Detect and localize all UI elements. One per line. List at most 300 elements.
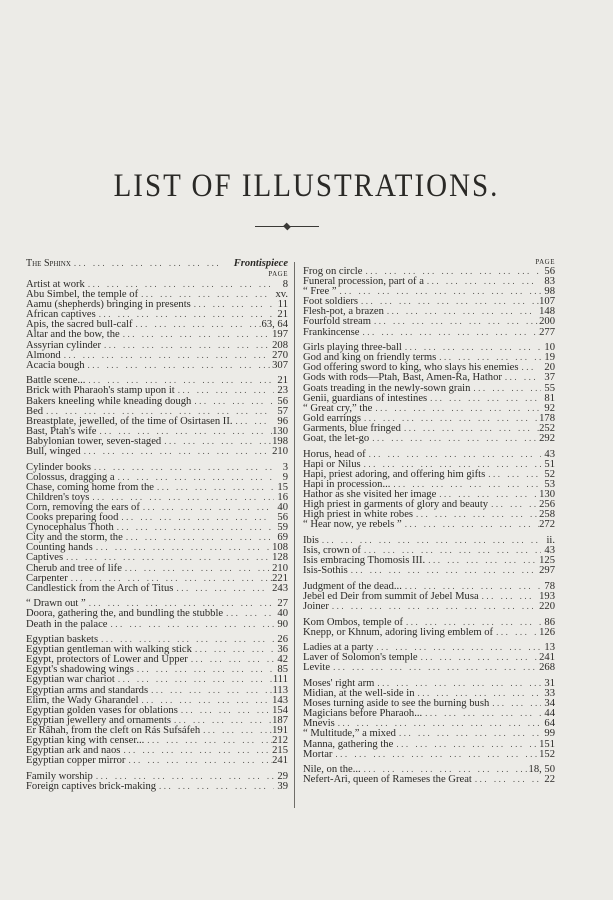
- index-entry: [26, 685, 288, 695]
- index-entry: [26, 375, 288, 385]
- entry-title: Girls playing three-ball: [303, 342, 402, 354]
- entry-title: Abu Simbel, the temple of: [26, 289, 139, 301]
- index-entry: [26, 634, 288, 644]
- entry-page: 215: [272, 745, 288, 757]
- index-entry: [303, 601, 555, 611]
- index-entry: [303, 393, 555, 403]
- dot-leader: [358, 296, 539, 306]
- title-ornament: [255, 225, 319, 229]
- entry-title: Genii, guardians of intestines: [303, 392, 428, 404]
- dot-leader: [178, 705, 272, 715]
- index-entry: [303, 372, 555, 382]
- entry-page: 268: [539, 662, 555, 674]
- dot-leader: [329, 601, 539, 611]
- dot-leader: [396, 728, 541, 738]
- entry-title: Chase, coming home from the: [26, 481, 154, 493]
- entry-title: Midian, at the well-side in: [303, 688, 415, 700]
- index-entry: [26, 654, 288, 664]
- entry-title: Battle scene...: [26, 375, 86, 387]
- entry-title: Gold earrings: [303, 412, 361, 424]
- dot-leader: [489, 698, 541, 708]
- entry-page: 178: [539, 412, 555, 424]
- entry-page: 210: [272, 562, 288, 574]
- dot-leader: [114, 522, 274, 532]
- entry-title: Death in the palace: [26, 618, 108, 630]
- entry-title: The Sphinx: [26, 258, 71, 269]
- index-entry: [26, 340, 288, 350]
- entry-page: 40: [277, 608, 288, 620]
- index-entry: [26, 619, 288, 629]
- entry-page: 13: [544, 642, 555, 654]
- entry-title: Egyptian king with censer...: [26, 735, 145, 747]
- entry-page: 96: [277, 415, 288, 427]
- entry-page: 92: [544, 402, 555, 414]
- entry-page: 107: [539, 296, 555, 308]
- entry-title: Knepp, or Khnum, adoring living emblem of: [303, 626, 494, 638]
- entry-page: 272: [539, 519, 555, 531]
- dot-leader: [85, 279, 274, 289]
- dot-leader: [415, 688, 541, 698]
- entry-page: 21: [277, 309, 288, 321]
- index-entry: [26, 319, 288, 329]
- dot-leader: [402, 342, 541, 352]
- dot-leader: [366, 449, 541, 459]
- entry-page: 27: [277, 598, 288, 610]
- dot-leader: [330, 662, 539, 672]
- index-entry: [303, 362, 555, 372]
- dot-leader: [332, 749, 539, 759]
- entry-page: 143: [272, 694, 288, 706]
- entry-page: 22: [544, 774, 555, 786]
- entry-title: Bed: [26, 405, 44, 417]
- index-entry: [26, 715, 288, 725]
- entry-page: 221: [272, 572, 288, 584]
- entry-title: Egyptian arms and standards: [26, 684, 149, 696]
- index-entry: [303, 306, 555, 316]
- entry-title: Frankincense: [303, 326, 360, 338]
- index-entry: [26, 406, 288, 416]
- dot-leader: [43, 406, 274, 416]
- entry-page: 19: [544, 352, 555, 364]
- entry-title: Jebel ed Deir from summit of Jebel Musa: [303, 590, 479, 602]
- index-entry: [303, 535, 555, 545]
- entry-title: Kom Ombos, temple of: [303, 616, 404, 628]
- entry-page: 151: [539, 738, 555, 750]
- dot-leader: [472, 774, 541, 784]
- entry-title: Levite: [303, 662, 331, 674]
- entry-page: 113: [272, 684, 288, 696]
- entry-title: “ Great cry,” the: [303, 402, 373, 414]
- entry-title: Hapi, priest adoring, and offering him gifts: [303, 468, 486, 480]
- dot-leader: [493, 627, 539, 637]
- entry-title: Ladies at a party: [303, 642, 374, 654]
- entry-title: Horus, head of: [303, 448, 366, 460]
- dot-leader: [424, 276, 541, 286]
- index-entry: [26, 309, 288, 319]
- entry-page: Frontispiece: [233, 258, 288, 269]
- dot-leader: [96, 309, 274, 319]
- index-entry: [26, 426, 288, 436]
- index-entry: [26, 329, 288, 339]
- index-entry: [26, 289, 288, 299]
- entry-title: Er Râhah, from the cleft on Rás Sufsáfeh: [26, 724, 201, 736]
- dot-leader: [96, 426, 272, 436]
- index-entry: [26, 608, 288, 618]
- index-entry: [303, 617, 555, 627]
- index-entry: [303, 764, 555, 774]
- dot-leader: [335, 718, 541, 728]
- entry-page: 241: [272, 755, 288, 767]
- index-entry: [303, 499, 555, 509]
- entry-page: 56: [544, 266, 555, 277]
- entry-title: Artist at work: [26, 279, 85, 290]
- dot-leader: [191, 396, 274, 406]
- entry-title: Apis, the sacred bull-calf: [26, 319, 133, 331]
- entry-page: 243: [272, 582, 288, 594]
- entry-title: Ibis: [303, 534, 319, 546]
- entry-page: 85: [277, 664, 288, 676]
- entry-title: Egyptian gentleman with walking stick: [26, 644, 192, 656]
- index-entry: [26, 436, 288, 446]
- index-entry: [26, 695, 288, 705]
- entry-title: God offering sword to king, who slays his enemies: [303, 362, 519, 374]
- index-entry: [303, 627, 555, 637]
- entry-page: 11: [277, 299, 288, 311]
- column-divider: [294, 262, 295, 808]
- entry-page: 44: [544, 708, 555, 720]
- entry-title: Nile, on the...: [303, 764, 361, 776]
- entry-page: 10: [544, 342, 555, 354]
- index-entry: [26, 542, 288, 552]
- index-entry: [26, 674, 288, 684]
- entry-page: 258: [539, 509, 555, 521]
- dot-leader: [81, 446, 272, 456]
- index-entry: [26, 522, 288, 532]
- dot-leader: [427, 393, 541, 403]
- entry-page: 99: [544, 728, 555, 740]
- dot-leader: [86, 598, 274, 608]
- dot-leader: [115, 472, 274, 482]
- entry-title: Moses' right arm: [303, 677, 375, 689]
- entry-page: 220: [539, 600, 555, 612]
- index-entry: [26, 745, 288, 755]
- index-entry: [303, 642, 555, 652]
- dot-leader: [361, 413, 539, 423]
- entry-title: Egypt's shadowing wings: [26, 664, 134, 676]
- index-entry: [303, 739, 555, 749]
- entry-page: 56: [277, 395, 288, 407]
- entry-page: 15: [277, 481, 288, 493]
- dot-leader: [93, 542, 272, 552]
- entry-title: Egyptian golden vases for oblations: [26, 704, 178, 716]
- dot-leader: [98, 634, 274, 644]
- dot-leader: [488, 499, 539, 509]
- dot-leader: [485, 469, 541, 479]
- entry-page: 198: [272, 435, 288, 447]
- entry-page: 31: [544, 677, 555, 689]
- entry-title: Foot soldiers: [303, 296, 359, 308]
- entry-page: 21: [277, 375, 288, 387]
- entry-title: Isis embracing Thomosis III.: [303, 555, 426, 567]
- dot-leader: [233, 416, 274, 426]
- entry-page: 277: [539, 326, 555, 338]
- dot-leader: [68, 573, 272, 583]
- entry-title: “ Multitude,” a mixed: [303, 728, 396, 740]
- index-entry: [303, 555, 555, 565]
- index-entry: [303, 423, 555, 433]
- dot-leader: [173, 583, 272, 593]
- entry-title: Hapi or Nilus: [303, 458, 361, 470]
- entry-title: Elim, the Wady Gharandel: [26, 694, 139, 706]
- entry-page: 292: [539, 433, 555, 444]
- index-entry: [26, 583, 288, 593]
- index-entry: [26, 299, 288, 309]
- index-entry: [26, 532, 288, 542]
- dot-leader: [123, 532, 274, 542]
- entry-page: 69: [277, 532, 288, 544]
- dot-leader: [374, 678, 541, 688]
- entry-page: 52: [544, 468, 555, 480]
- entry-title: Egypt, protectors of Lower and Upper: [26, 654, 188, 666]
- entry-page: 78: [544, 580, 555, 592]
- entry-page: 29: [277, 770, 288, 782]
- entry-page: 90: [277, 618, 288, 630]
- index-entry: [303, 383, 555, 393]
- entry-page: 37: [544, 372, 555, 384]
- index-entry: [26, 350, 288, 360]
- dot-leader: [470, 383, 541, 393]
- index-entry: [26, 781, 288, 791]
- entry-page: 63, 64: [261, 319, 288, 331]
- dot-leader: [148, 685, 272, 695]
- index-entry: [303, 662, 555, 672]
- entry-page: 197: [272, 329, 288, 341]
- entry-page: 200: [539, 316, 555, 328]
- dot-leader: [319, 535, 541, 545]
- entry-title: Isis-Sothis: [303, 565, 348, 577]
- entry-title: Gods with rods—Ptah, Bast, Amen-Ra, Hathor: [303, 372, 502, 384]
- index-entry: [303, 316, 555, 326]
- entry-page: 43: [544, 544, 555, 556]
- index-entry: [26, 492, 288, 502]
- dot-leader: [371, 316, 539, 326]
- entry-title: Egyptian jewellery and ornaments: [26, 714, 172, 726]
- dot-leader: [372, 403, 541, 413]
- dot-leader: [436, 489, 539, 499]
- dot-leader: [369, 433, 539, 443]
- entry-page: 43: [544, 448, 555, 460]
- entry-page: 3: [282, 461, 288, 473]
- entry-title: Isis, crown of: [303, 544, 361, 556]
- entry-page: 20: [544, 362, 555, 374]
- entry-page: 130: [539, 488, 555, 500]
- dot-leader: [402, 519, 539, 529]
- index-entry: [303, 327, 555, 337]
- dot-leader: [191, 299, 274, 309]
- entry-title: Altar and the bow, the: [26, 329, 120, 341]
- entry-page: 256: [539, 499, 555, 511]
- entry-title: Mnevis: [303, 718, 335, 730]
- index-entry: [303, 591, 555, 601]
- index-entry: [303, 296, 555, 306]
- dot-leader: [223, 608, 274, 618]
- index-entry: [303, 678, 555, 688]
- index-entry: [26, 705, 288, 715]
- entry-title: Bast, Ptah's wife: [26, 425, 97, 437]
- index-entry: [303, 489, 555, 499]
- entry-title: Cylinder books: [26, 461, 92, 473]
- entry-page: 307: [272, 359, 288, 371]
- index-entry: [303, 413, 555, 423]
- entry-page: 208: [272, 339, 288, 351]
- entry-title: Frog on circle: [303, 266, 363, 277]
- entry-title: Acacia bough: [26, 359, 85, 371]
- index-entry: [26, 502, 288, 512]
- index-entry: [26, 771, 288, 781]
- entry-title: High priest in white robes: [303, 509, 414, 521]
- index-column-right: [303, 258, 555, 784]
- entry-title: Doora, gathering the, and bundling the stubble: [26, 608, 224, 620]
- entry-title: “ Free ”: [303, 286, 337, 298]
- dot-leader: [139, 695, 273, 705]
- entry-page: 81: [544, 392, 555, 404]
- entry-page: 59: [277, 522, 288, 534]
- index-entry: [26, 644, 288, 654]
- entry-title: City and the storm, the: [26, 532, 123, 544]
- dot-leader: [401, 423, 539, 433]
- dot-leader: [122, 563, 272, 573]
- entry-title: Laver of Solomon's temple: [303, 652, 418, 664]
- index-entry: [303, 342, 555, 352]
- entry-title: African captives: [26, 309, 96, 321]
- index-entry: [303, 509, 555, 519]
- dot-leader: [156, 781, 274, 791]
- dot-leader: [134, 664, 274, 674]
- entry-title: Breastplate, jewelled, of the time of Osirtasen II.: [26, 415, 233, 427]
- entry-page: 152: [539, 748, 555, 760]
- dot-leader: [200, 725, 272, 735]
- dot-leader: [188, 654, 274, 664]
- entry-page: 86: [544, 616, 555, 628]
- index-entry: [26, 472, 288, 482]
- entry-title: Bakers kneeling while kneading dough: [26, 395, 192, 407]
- dot-leader: [390, 479, 541, 489]
- entry-page: 18, 50: [528, 764, 555, 776]
- entry-title: Bull, winged: [26, 446, 81, 457]
- entry-page: 212: [272, 735, 288, 747]
- entry-page: 98: [544, 286, 555, 298]
- entry-page: 128: [272, 552, 288, 564]
- page-title: LIST OF ILLUSTRATIONS.: [113, 168, 500, 204]
- entry-title: Judgment of the dead...: [303, 580, 402, 592]
- entry-title: “ Hear now, ye rebels ”: [303, 519, 402, 531]
- entry-page: 125: [539, 555, 555, 567]
- entry-title: Magicians before Pharaoh...: [303, 708, 423, 720]
- entry-title: Candlestick from the Arch of Titus: [26, 582, 174, 594]
- dot-leader: [85, 360, 273, 370]
- index-entry: [26, 552, 288, 562]
- entry-title: Nefert-Ari, queen of Rameses the Great: [303, 774, 472, 786]
- entry-page: 40: [277, 501, 288, 513]
- entry-title: Cynocephalus Thoth: [26, 522, 114, 534]
- entry-page: 34: [544, 698, 555, 710]
- entry-title: Egyptian ark and naos: [26, 745, 121, 757]
- entry-title: Colossus, dragging a: [26, 471, 115, 483]
- dot-leader: [175, 385, 274, 395]
- index-entry: [303, 652, 555, 662]
- entry-page: 108: [272, 542, 288, 554]
- dot-leader: [91, 462, 274, 472]
- entry-page: ii.: [546, 534, 555, 546]
- entry-title: Egyptian copper mirror: [26, 755, 126, 767]
- index-entry: [26, 446, 288, 456]
- entry-page: xv.: [275, 289, 288, 301]
- index-entry: [303, 276, 555, 286]
- entry-title: Cooks preparing food: [26, 512, 119, 524]
- dot-leader: [518, 362, 541, 372]
- index-entry: [303, 352, 555, 362]
- entry-page: 126: [539, 626, 555, 638]
- dot-leader: [120, 329, 272, 339]
- dot-leader: [384, 306, 539, 316]
- page-column-heading: PAGE: [268, 270, 288, 278]
- index-entry: [26, 416, 288, 426]
- dot-leader: [118, 512, 274, 522]
- index-entry: [303, 688, 555, 698]
- entry-title: Cherub and tree of life: [26, 562, 122, 574]
- entry-title: Brick with Pharaoh's stamp upon it: [26, 385, 175, 397]
- index-entry: [26, 735, 288, 745]
- entry-page: 252: [539, 422, 555, 434]
- index-entry: [303, 728, 555, 738]
- index-entry: [303, 469, 555, 479]
- dot-leader: [101, 340, 272, 350]
- dot-leader: [393, 739, 539, 749]
- entry-page: 270: [272, 349, 288, 361]
- dot-leader: [115, 674, 273, 684]
- entry-page: 56: [277, 512, 288, 524]
- index-entry: [26, 573, 288, 583]
- entry-page: 130: [272, 425, 288, 437]
- dot-leader: [192, 644, 274, 654]
- dot-leader: [362, 266, 541, 276]
- dot-leader: [93, 771, 274, 781]
- entry-page: 51: [544, 458, 555, 470]
- entry-title: Goats treading in the newly-sown grain: [303, 382, 471, 394]
- dot-leader: [413, 509, 539, 519]
- entry-title: Family worship: [26, 770, 93, 782]
- index-entry: [303, 403, 555, 413]
- entry-title: Moses turning aside to see the burning bush: [303, 698, 490, 710]
- entry-title: Children's toys: [26, 491, 90, 503]
- dot-leader: [63, 552, 272, 562]
- index-entry: [26, 664, 288, 674]
- index-entry: [26, 598, 288, 608]
- index-entry: [303, 565, 555, 575]
- entry-page: 83: [544, 276, 555, 288]
- index-entry: [303, 459, 555, 469]
- index-entry: [26, 755, 288, 765]
- dot-leader: [418, 652, 540, 662]
- entry-title: High priest in garments of glory and beauty: [303, 499, 489, 511]
- entry-page: 33: [544, 688, 555, 700]
- entry-page: 55: [544, 382, 555, 394]
- page-column-heading: PAGE: [535, 258, 555, 266]
- index-entry: [26, 512, 288, 522]
- entry-page: 187: [272, 714, 288, 726]
- dot-leader: [154, 482, 274, 492]
- dot-leader: [138, 289, 274, 299]
